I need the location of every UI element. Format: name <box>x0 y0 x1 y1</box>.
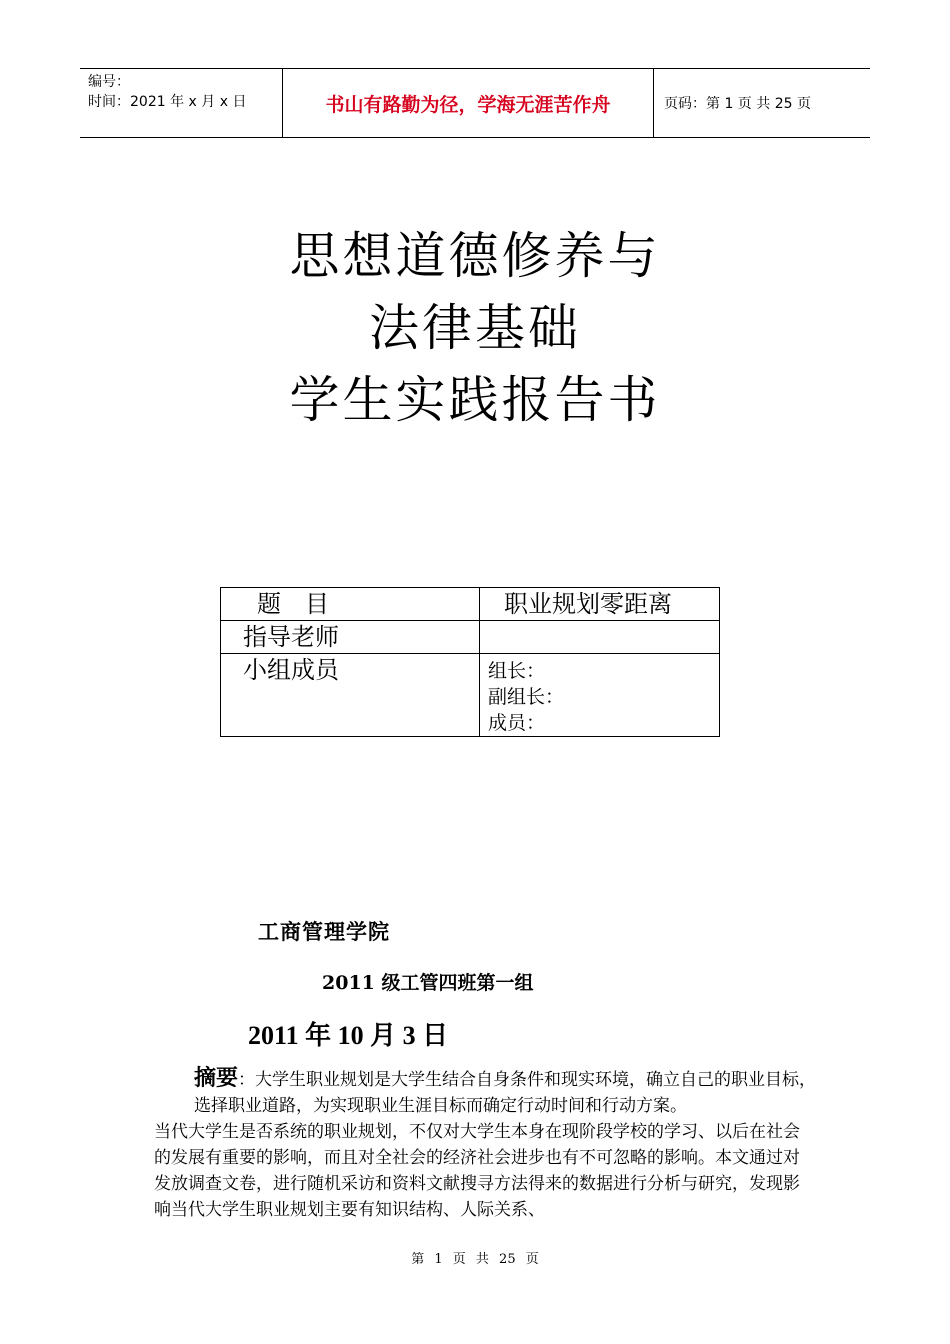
topic-label: 题目 <box>221 588 480 621</box>
class-name: 2011 级工管四班第一组 <box>322 972 534 994</box>
title-line-2: 法律基础 <box>369 299 581 357</box>
college-name: 工商管理学院 <box>258 919 390 944</box>
group-members <box>480 654 720 737</box>
header-meta <box>80 69 282 137</box>
advisor-value <box>480 621 720 654</box>
group-label: 小组成员 <box>221 654 480 737</box>
abstract-paragraph-1 <box>144 1066 816 1119</box>
advisor-label: 指导老师 <box>221 621 480 654</box>
title-line-3: 学生实践报告书 <box>289 371 661 429</box>
header-motto: 书山有路勤为径，学海无涯苦作舟 <box>282 69 654 137</box>
abstract-text-1: ：大学生职业规划是大学生结合自身条件和现实环境，确立自己的职业目标，选择职业道路，为实现职业生涯目标而确定行动时间和行动方案。 <box>194 1070 817 1116</box>
table-row-topic <box>221 588 720 621</box>
time-label: 时间：2021 年 x 月 x 日 <box>88 94 247 110</box>
table-row-group <box>221 654 720 737</box>
members-label: 成员： <box>488 712 546 734</box>
info-table <box>220 587 720 737</box>
title-line-1: 思想道德修养与 <box>289 227 661 285</box>
page-footer: 第 1 页 共 25 页 <box>411 1252 539 1267</box>
leader-label: 组长： <box>488 660 546 682</box>
report-date: 2011 年 10 月 3 日 <box>248 1021 449 1050</box>
abstract <box>144 1066 816 1223</box>
abstract-paragraph-2: 当代大学生是否系统的职业规划，不仅对大学生本身在现阶段学校的学习、以后在社会的发展有重要的影响，而且对全社会的经济社会进步也有不可忽略的影响。本文通过对发放调查文卷，进行随机采访和资料文献搜寻方法得来的数据进行分析与研究，发现影响当代大学生职业规划主要有知识结构、人际关系、 <box>154 1122 800 1220</box>
vice-leader-label: 副组长： <box>488 686 565 708</box>
page-header <box>80 68 870 138</box>
header-page-info: 页码：第 1 页 共 25 页 <box>664 96 811 112</box>
number-label: 编号： <box>88 74 130 90</box>
abstract-label: 摘要 <box>194 1066 239 1091</box>
table-row-advisor <box>221 621 720 654</box>
document-title <box>0 220 950 436</box>
topic-value: 职业规划零距离 <box>480 588 720 621</box>
